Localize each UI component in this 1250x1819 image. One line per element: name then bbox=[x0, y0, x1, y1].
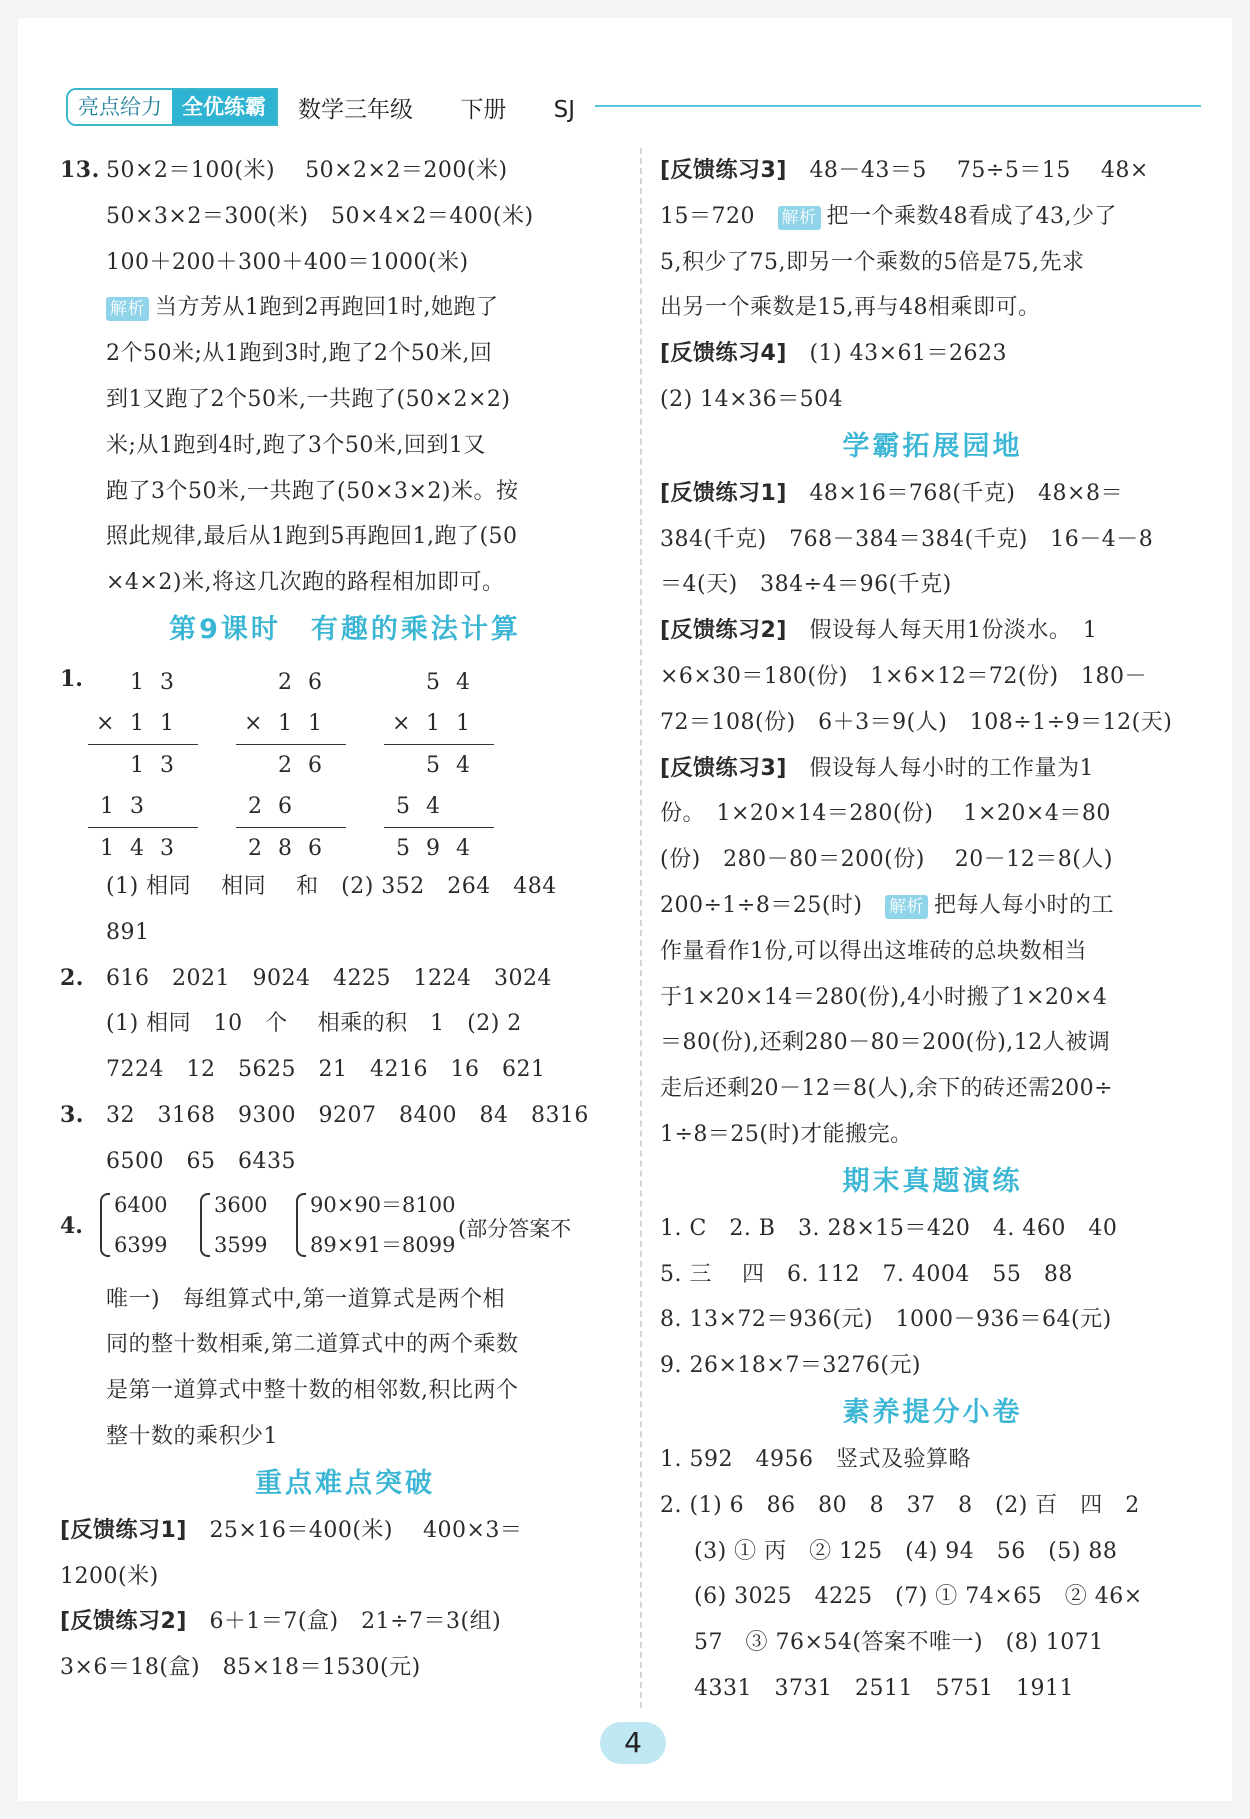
q13-line-2: 100＋200＋300＋400＝1000(米) bbox=[106, 249, 469, 275]
left-column bbox=[60, 148, 630, 1691]
header-volume: 下册 bbox=[460, 96, 507, 123]
sy-line-3: (6) 3025 4225 (7) ① 74×65 ② 46× bbox=[694, 1584, 1143, 1610]
q13-analysis-5: 照此规律,最后从1跑到5再跑回1,跑了(50 bbox=[106, 524, 518, 550]
qm-line-2: 8. 13×72＝936(元) 1000－936＝64(元) bbox=[660, 1307, 1112, 1333]
q13-analysis-6: ×4×2)米,将这几次跑的路程相加即可。 bbox=[106, 570, 505, 596]
header-subject: 数学三年级 bbox=[298, 96, 413, 123]
fk2-line-1: 3×6＝18(盒) 85×18＝1530(元) bbox=[60, 1655, 421, 1681]
xb3-line-4: 作量看作1份,可以得出这堆砖的总块数相当 bbox=[660, 938, 1087, 964]
q13-line-0: 13. 50×2＝100(米) 50×2×2＝200(米) bbox=[60, 157, 508, 183]
xb2-line-1: ×6×30＝180(份) 1×6×12＝72(份) 180－ bbox=[660, 663, 1148, 689]
sy-line-2: (3) ① 丙 ② 125 (4) 94 56 (5) 88 bbox=[694, 1538, 1118, 1564]
xb2-line-0: [反馈练习2] 假设每人每天用1份淡水。 1 bbox=[660, 618, 1098, 644]
q13-line-1: 50×3×2＝300(米) 50×4×2＝400(米) bbox=[106, 203, 534, 229]
q4-note: (部分答案不 bbox=[458, 1216, 572, 1241]
fk1-line-0: [反馈练习1] 25×16＝400(米) 400×3＝ bbox=[60, 1517, 523, 1543]
header-title bbox=[298, 91, 601, 124]
xb3-line-3: 200÷1÷8＝25(时) 解析 把每人每小时的工 bbox=[660, 892, 1115, 918]
brace-group-3: 90×90＝8100 89×91＝8099 bbox=[296, 1185, 455, 1265]
analysis-tag: 解析 bbox=[106, 297, 149, 321]
sy-line-1: 2. (1) 6 86 80 8 37 8 (2) 百 四 2 bbox=[660, 1492, 1140, 1518]
section-title-suyang: 素养提分小卷 bbox=[842, 1396, 1023, 1428]
sy-line-5: 4331 3731 2511 5751 1911 bbox=[694, 1675, 1074, 1701]
analysis-tag: 解析 bbox=[885, 895, 928, 919]
fk3-line-3: 出另一个乘数是15,再与48相乘即可。 bbox=[660, 295, 1041, 321]
q1-vertical-calcs bbox=[60, 654, 630, 864]
q13-analysis-3: 米;从1跑到4时,跑了3个50米,回到1又 bbox=[106, 432, 486, 458]
qm-line-3: 9. 26×18×7＝3276(元) bbox=[660, 1353, 921, 1379]
xb3-line-1: 份。 1×20×14＝280(份) 1×20×4＝80 bbox=[660, 801, 1111, 827]
vertical-calc-3: 5 4 × 1 1 5 4 5 4 5 9 4 bbox=[384, 662, 494, 869]
vertical-calc-1: 1 3 × 1 1 1 3 1 3 1 4 3 bbox=[88, 662, 198, 869]
qm-line-1: 5. 三 四 6. 112 7. 4004 55 88 bbox=[660, 1261, 1073, 1287]
q4-line-3: 整十数的乘积少1 bbox=[106, 1423, 278, 1449]
fk3-line-2: 5,积少了75,即另一个乘数的5倍是75,先求 bbox=[660, 249, 1085, 275]
xb2-line-2: 72＝108(份) 6＋3＝9(人) 108÷1÷9＝12(天) bbox=[660, 709, 1173, 735]
xb1-line-2: ＝4(天) 384÷4＝96(千克) bbox=[660, 572, 952, 598]
sy-line-0: 1. 592 4956 竖式及验算略 bbox=[660, 1446, 971, 1472]
q2-line-1: (1) 相同 10 个 相乘的积 1 (2) 2 bbox=[106, 1011, 522, 1037]
fk3-line-0: [反馈练习3] 48－43＝5 75÷5＝15 48× bbox=[660, 158, 1149, 183]
fk3-line-1: 15＝720 解析 把一个乘数48看成了43,少了 bbox=[660, 203, 1117, 229]
section-title-xueba: 学霸拓展园地 bbox=[842, 430, 1023, 462]
page-number: 4 bbox=[600, 1722, 666, 1764]
section-title-lesson9: 第9课时 有趣的乘法计算 bbox=[169, 613, 521, 645]
q4-number: 4. bbox=[60, 1212, 83, 1239]
xb1-line-0: [反馈练习1] 48×16＝768(千克) 48×8＝ bbox=[660, 480, 1123, 506]
xb3-line-8: 1÷8＝25(时)才能搬完。 bbox=[660, 1121, 913, 1147]
q4-line-1: 同的整十数相乘,第二道算式中的两个乘数 bbox=[106, 1332, 519, 1358]
fk4-line-0: [反馈练习4] (1) 43×61＝2623 bbox=[660, 341, 1008, 367]
brace-group-2: 3600 3599 bbox=[200, 1185, 267, 1265]
q13-analysis-0: 解析 当方芳从1跑到2再跑回1时,她跑了 bbox=[60, 285, 630, 331]
section-title-key: 重点难点突破 bbox=[255, 1467, 435, 1499]
fk2-line-0: [反馈练习2] 6＋1＝7(盒) 21÷7＝3(组) bbox=[60, 1609, 502, 1635]
brand-left: 亮点给力 bbox=[68, 90, 172, 124]
q2-line-0: 2. 616 2021 9024 4225 1224 3024 bbox=[60, 964, 552, 991]
vertical-calc-2: 2 6 × 1 1 2 6 2 6 2 8 6 bbox=[236, 662, 346, 869]
brand-right: 全优练霸 bbox=[172, 90, 276, 124]
qm-line-0: 1. C 2. B 3. 28×15＝420 4. 460 40 bbox=[660, 1215, 1118, 1241]
q4-line-0: 唯一) 每组算式中,第一道算式是两个相 bbox=[106, 1286, 506, 1312]
brand-logo bbox=[66, 88, 278, 126]
xb3-line-5: 于1×20×14＝280(份),4小时搬了1×20×4 bbox=[660, 984, 1108, 1010]
xb3-line-2: (份) 280－80＝200(份) 20－12＝8(人) bbox=[660, 847, 1113, 873]
xb3-line-6: ＝80(份),还剩280－80＝200(份),12人被调 bbox=[660, 1030, 1111, 1056]
xb3-line-0: [反馈练习3] 假设每人每小时的工作量为1 bbox=[660, 755, 1094, 781]
right-column bbox=[660, 148, 1205, 1712]
xb1-line-1: 384(千克) 768－384＝384(千克) 16－4－8 bbox=[660, 526, 1154, 552]
header-rule bbox=[595, 105, 1201, 107]
q13-analysis-4: 跑了3个50米,一共跑了(50×3×2)米。按 bbox=[106, 478, 519, 504]
fk1-line-1: 1200(米) bbox=[60, 1563, 159, 1589]
q1-line-1: 891 bbox=[106, 919, 150, 945]
q3-line-1: 6500 65 6435 bbox=[106, 1148, 296, 1174]
q4-line-2: 是第一道算式中整十数的相邻数,积比两个 bbox=[106, 1378, 519, 1404]
analysis-tag: 解析 bbox=[778, 206, 821, 230]
brace-group-1: 6400 6399 bbox=[100, 1185, 167, 1265]
section-title-final: 期末真题演练 bbox=[842, 1165, 1023, 1197]
xb3-line-7: 走后还剩20－12＝8(人),余下的砖还需200÷ bbox=[660, 1076, 1114, 1102]
q13-analysis-2: 到1又跑了2个50米,一共跑了(50×2×2) bbox=[106, 386, 511, 412]
fk4-line-1: (2) 14×36＝504 bbox=[660, 386, 844, 412]
q2-line-2: 7224 12 5625 21 4216 16 621 bbox=[106, 1057, 546, 1083]
q3-line-0: 3. 32 3168 9300 9207 8400 84 8316 bbox=[60, 1101, 589, 1128]
q13-analysis-1: 2个50米;从1跑到3时,跑了2个50米,回 bbox=[106, 341, 493, 367]
q1-line-0: (1) 相同 相同 和 (2) 352 264 484 bbox=[106, 873, 557, 899]
column-divider bbox=[640, 148, 642, 1708]
q4-braces bbox=[60, 1185, 630, 1277]
header-edition: SJ bbox=[553, 96, 576, 123]
sy-line-4: 57 ③ 76×54(答案不唯一) (8) 1071 bbox=[694, 1630, 1104, 1656]
page-header bbox=[66, 88, 601, 126]
q1-number: 1. bbox=[60, 665, 83, 692]
